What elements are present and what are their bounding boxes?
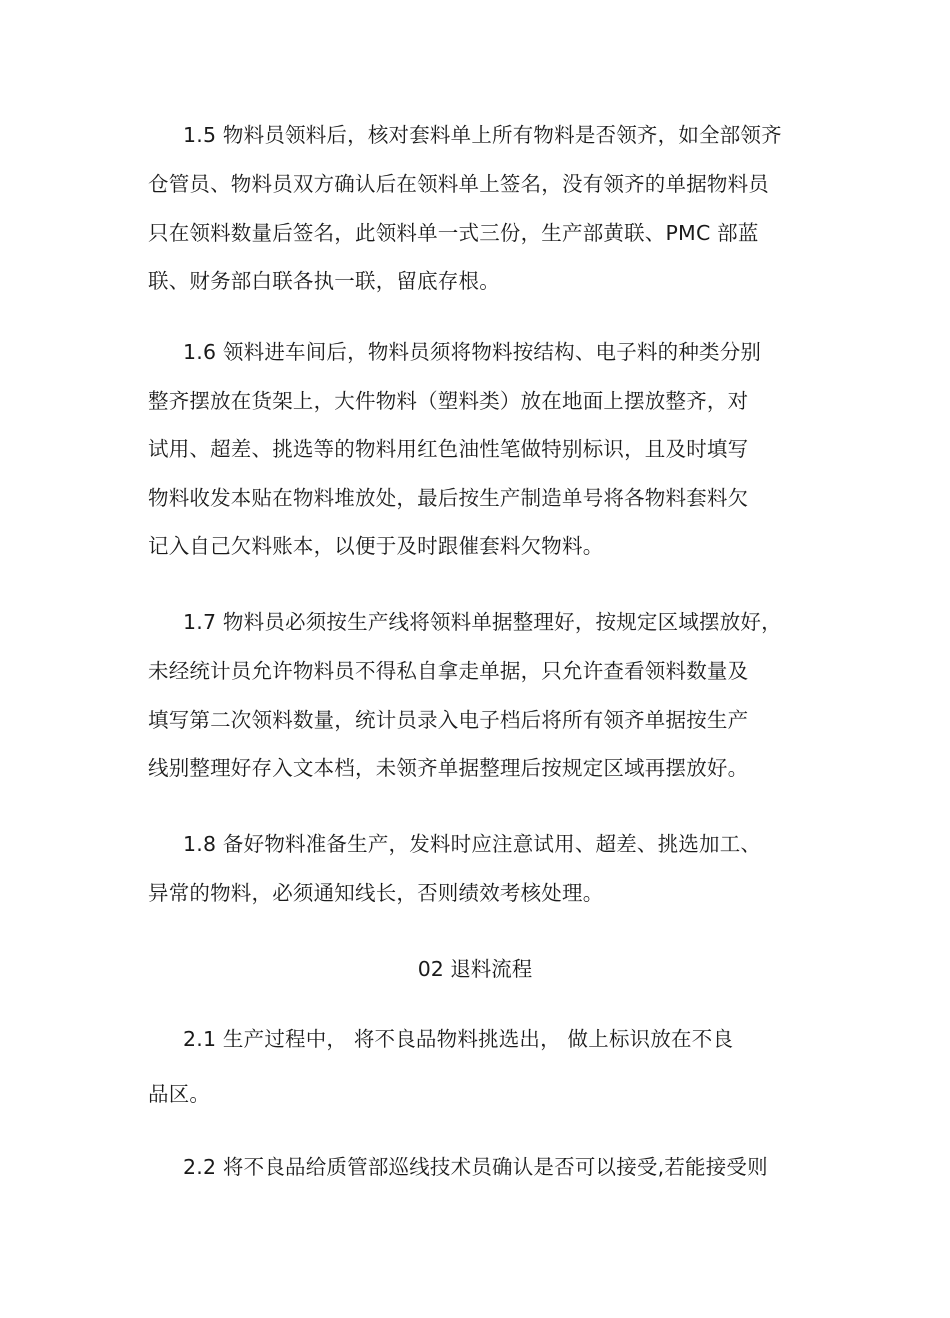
section-heading: 02 退料流程 [417,957,533,981]
paragraph-1-7-line-1: 1.7 物料员必须按生产线将领料单据整理好，按规定区域摆放好， [183,610,782,634]
paragraph-2-2-line-1: 2.2 将不良品给质管部巡线技术员确认是否可以接受,若能接受则 [183,1155,768,1179]
paragraph-2-1-line-1: 2.1 生产过程中， 将不良品物料挑选出， 做上标识放在不良 [183,1027,734,1051]
paragraph-2-1-line-2: 品区。 [148,1082,211,1106]
paragraph-1-6-line-5: 记入自己欠料账本，以便于及时跟催套料欠物料。 [148,534,604,558]
paragraph-1-6-line-1: 1.6 领料进车间后，物料员须将物料按结构、电子料的种类分别 [183,340,762,364]
paragraph-1-5-line-1: 1.5 物料员领料后，核对套料单上所有物料是否领齐，如全部领齐 [183,123,782,147]
paragraph-1-7-line-2: 未经统计员允许物料员不得私自拿走单据，只允许查看领料数量及 [148,659,749,683]
paragraph-1-8-line-2: 异常的物料，必须通知线长，否则绩效考核处理。 [148,881,604,905]
paragraph-1-6-line-2: 整齐摆放在货架上，大件物料（塑料类）放在地面上摆放整齐，对 [148,389,749,413]
paragraph-1-5-line-2: 仓管员、物料员双方确认后在领料单上签名，没有领齐的单据物料员 [148,172,769,196]
paragraph-1-7-line-4: 线别整理好存入文本档，未领齐单据整理后按规定区域再摆放好。 [148,756,749,780]
paragraph-1-5-line-4: 联、财务部白联各执一联，留底存根。 [148,269,500,293]
paragraph-1-6-line-3: 试用、超差、挑选等的物料用红色油性笔做特别标识，且及时填写 [148,437,749,461]
paragraph-1-8-line-1: 1.8 备好物料准备生产，发料时应注意试用、超差、挑选加工、 [183,832,762,856]
paragraph-1-7-line-3: 填写第二次领料数量，统计员录入电子档后将所有领齐单据按生产 [148,708,749,732]
paragraph-1-6-line-4: 物料收发本贴在物料堆放处，最后按生产制造单号将各物料套料欠 [148,486,749,510]
paragraph-1-5-line-3: 只在领料数量后签名，此领料单一式三份，生产部黄联、PMC 部蓝 [148,221,759,245]
